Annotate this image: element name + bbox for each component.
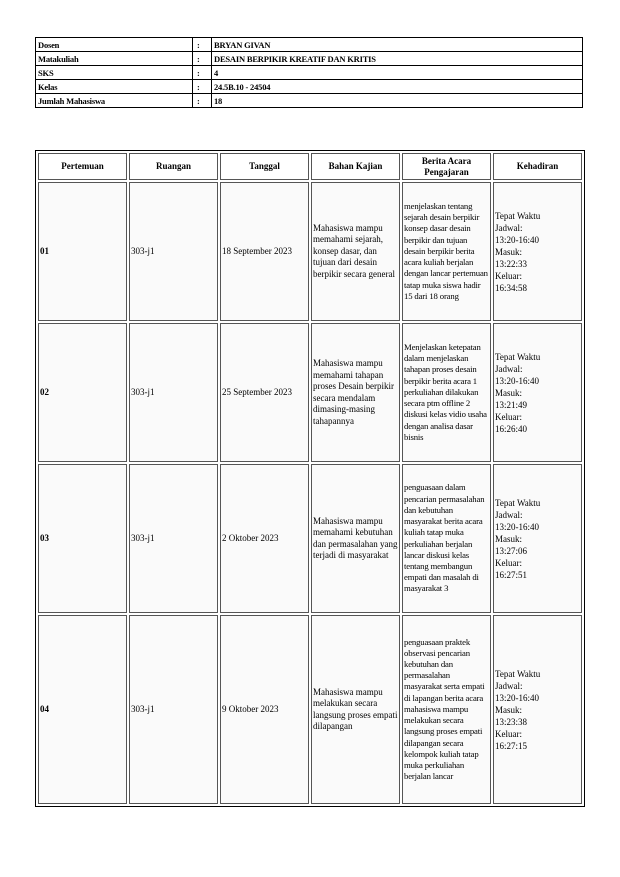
info-value-matakuliah: DESAIN BERPIKIR KREATIF DAN KRITIS: [212, 52, 583, 66]
attendance-out-label: Keluar:: [495, 557, 522, 568]
cell-ruangan: 303-j1: [129, 615, 218, 804]
table-row: [38, 182, 582, 321]
attendance-status: Tepat Waktu: [495, 351, 541, 362]
info-row-jumlah-mahasiswa: [36, 94, 583, 108]
table-header-row: [38, 153, 582, 180]
info-row-dosen: [36, 38, 583, 52]
cell-bahan-kajian: Mahasiswa mampu melakukan secara langsung proses empati dilapangan: [311, 615, 400, 804]
attendance-in-label: Masuk:: [495, 246, 522, 257]
table-row: [38, 615, 582, 804]
cell-kehadiran: [493, 464, 582, 613]
course-info-table: [35, 37, 583, 108]
attendance-status: Tepat Waktu: [495, 668, 541, 679]
cell-tanggal: 2 Oktober 2023: [220, 464, 309, 613]
info-label: SKS: [36, 66, 193, 80]
cell-pertemuan: 04: [38, 615, 127, 804]
header-pertemuan: Pertemuan: [38, 153, 127, 180]
info-row-kelas: [36, 80, 583, 94]
meeting-log-table: [35, 150, 585, 807]
info-separator: :: [193, 52, 212, 66]
table-row: [38, 323, 582, 462]
attendance-out-label: Keluar:: [495, 270, 522, 281]
cell-tanggal: 9 Oktober 2023: [220, 615, 309, 804]
cell-kehadiran: [493, 182, 582, 321]
attendance-schedule: 13:20-16:40: [495, 521, 539, 532]
header-bahan-kajian: Bahan Kajian: [311, 153, 400, 180]
cell-bahan-kajian: Mahasiswa mampu memahami sejarah, konsep dasar, dan tujuan dari desain berpikir secara general: [311, 182, 400, 321]
info-separator: :: [193, 38, 212, 52]
attendance-in-label: Masuk:: [495, 704, 522, 715]
header-tanggal: Tanggal: [220, 153, 309, 180]
cell-bahan-kajian: Mahasiswa mampu memahami tahapan proses Desain berpikir secara mendalam dimasing-masing tahapannya: [311, 323, 400, 462]
attendance-schedule: 13:20-16:40: [495, 234, 539, 245]
info-label: Dosen: [36, 38, 193, 52]
cell-berita-acara: Menjelaskan ketepatan dalam menjelaskan tahapan proses desain berpikir berita acara 1 perkuliahan dilakukan secara ptm offline 2 diskusi kelas vidio usaha dengan analisa dasar bisnis: [402, 323, 491, 462]
attendance-schedule: 13:20-16:40: [495, 692, 539, 703]
attendance-schedule-label: Jadwal:: [495, 222, 523, 233]
header-kehadiran: Kehadiran: [493, 153, 582, 180]
info-row-sks: [36, 66, 583, 80]
info-value-sks: 4: [212, 66, 583, 80]
info-value-dosen: BRYAN GIVAN: [212, 38, 583, 52]
attendance-in-time: 13:27:06: [495, 545, 528, 556]
attendance-status: Tepat Waktu: [495, 497, 541, 508]
info-label: Jumlah Mahasiswa: [36, 94, 193, 108]
attendance-status: Tepat Waktu: [495, 210, 541, 221]
attendance-out-time: 16:27:15: [495, 740, 528, 751]
cell-pertemuan: 03: [38, 464, 127, 613]
cell-ruangan: 303-j1: [129, 323, 218, 462]
info-separator: :: [193, 80, 212, 94]
table-row: [38, 464, 582, 613]
cell-tanggal: 25 September 2023: [220, 323, 309, 462]
cell-pertemuan: 01: [38, 182, 127, 321]
attendance-in-label: Masuk:: [495, 533, 522, 544]
cell-kehadiran: [493, 323, 582, 462]
attendance-out-time: 16:27:51: [495, 569, 528, 580]
cell-berita-acara: penguasaan dalam pencarian permasalahan dan kebutuhan masyarakat berita acara kuliah tatap muka perkuliahan berjalan lancar diskusi kelas tentang membangun empati dan masalah di masyarakat 3: [402, 464, 491, 613]
cell-tanggal: 18 September 2023: [220, 182, 309, 321]
attendance-out-label: Keluar:: [495, 411, 522, 422]
attendance-schedule-label: Jadwal:: [495, 509, 523, 520]
attendance-out-label: Keluar:: [495, 728, 522, 739]
attendance-out-time: 16:34:58: [495, 282, 528, 293]
cell-pertemuan: 02: [38, 323, 127, 462]
header-ruangan: Ruangan: [129, 153, 218, 180]
cell-berita-acara: penguasaan praktek observasi pencarian kebutuhan dan permasalahan masyarakat serta empati di lapangan berita acara mahasiswa mampu melakukan secara langsung proses empati dilapangan secara kelompok kuliah tatap muka perkuliahan berjalan lancar: [402, 615, 491, 804]
attendance-in-label: Masuk:: [495, 387, 522, 398]
info-separator: :: [193, 66, 212, 80]
cell-berita-acara: menjelaskan tentang sejarah desain berpikir konsep dasar desain berpikir dan tujuan desain berpikir berita acara kuliah berjalan dengan lancar pertemuan tatap muka siswa hadir 15 dari 18 orang: [402, 182, 491, 321]
cell-kehadiran: [493, 615, 582, 804]
attendance-schedule-label: Jadwal:: [495, 363, 523, 374]
attendance-schedule-label: Jadwal:: [495, 680, 523, 691]
attendance-schedule: 13:20-16:40: [495, 375, 539, 386]
cell-ruangan: 303-j1: [129, 182, 218, 321]
info-label: Kelas: [36, 80, 193, 94]
info-separator: :: [193, 94, 212, 108]
info-value-kelas: 24.5B.10 - 24504: [212, 80, 583, 94]
attendance-in-time: 13:21:49: [495, 399, 528, 410]
cell-bahan-kajian: Mahasiswa mampu memahami kebutuhan dan permasalahan yang terjadi di masyarakat: [311, 464, 400, 613]
info-label: Matakuliah: [36, 52, 193, 66]
attendance-in-time: 13:22:33: [495, 258, 528, 269]
header-berita-acara: Berita Acara Pengajaran: [402, 153, 491, 180]
info-value-jumlah-mahasiswa: 18: [212, 94, 583, 108]
attendance-in-time: 13:23:38: [495, 716, 528, 727]
info-row-matakuliah: [36, 52, 583, 66]
cell-ruangan: 303-j1: [129, 464, 218, 613]
attendance-out-time: 16:26:40: [495, 423, 528, 434]
